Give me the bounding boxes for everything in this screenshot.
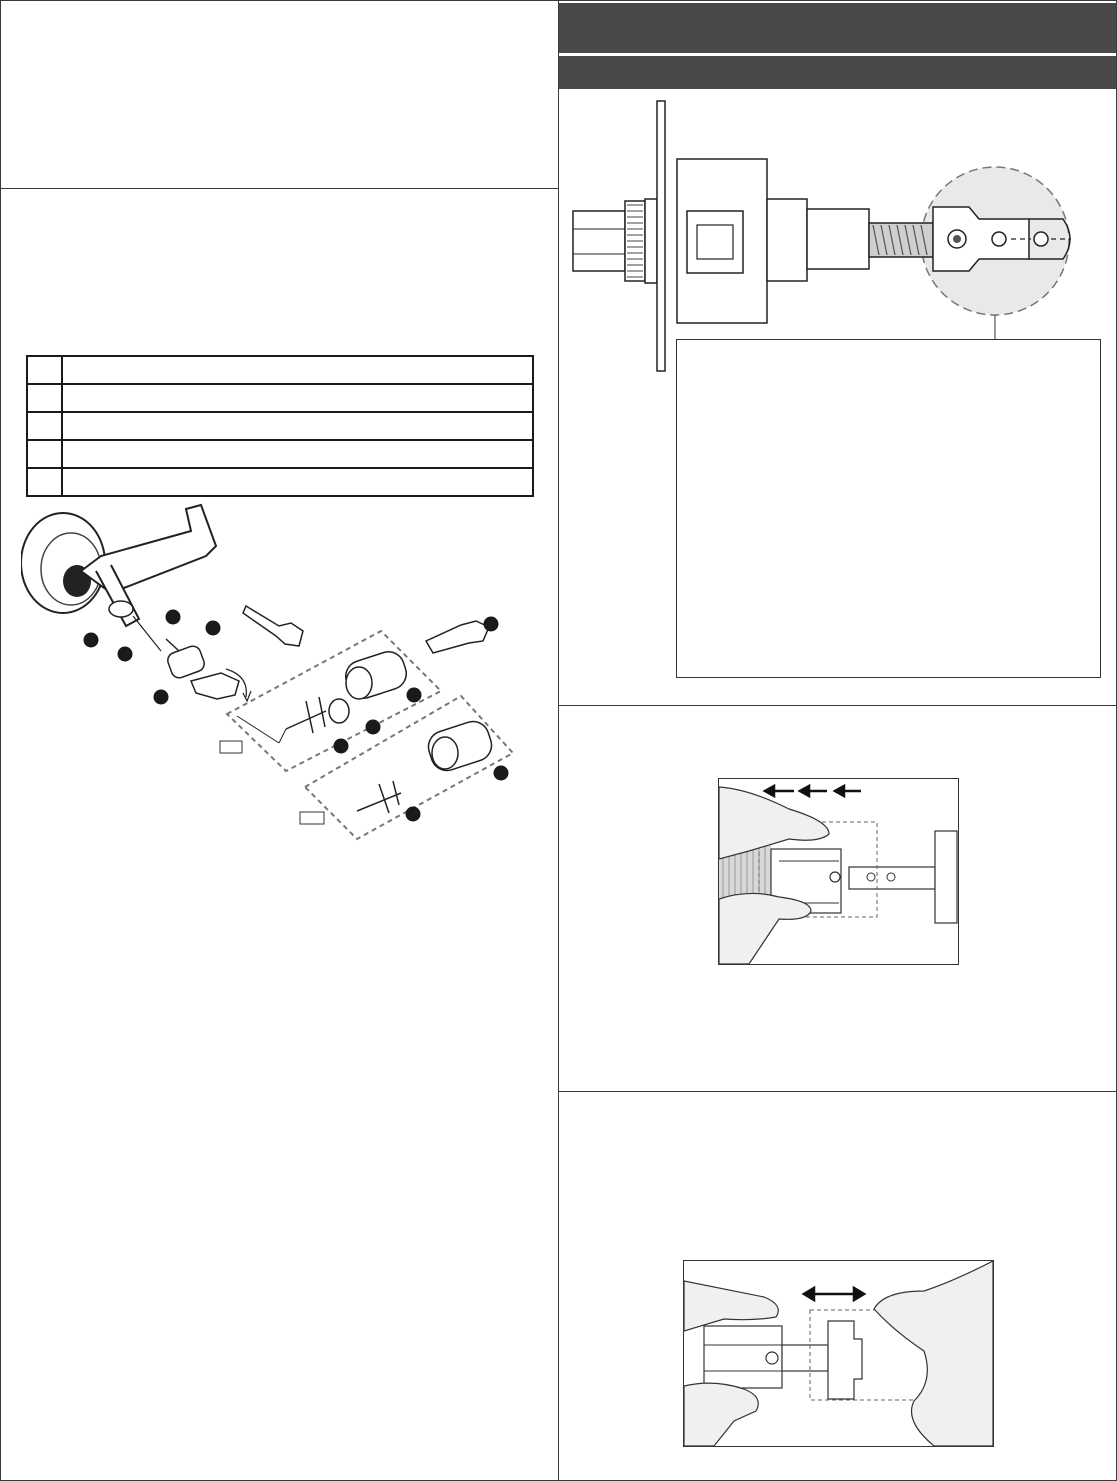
hand-right [874,1261,993,1446]
table-row [27,440,533,468]
label-box [220,741,242,753]
exploded-view-svg [21,501,526,846]
section-divider [559,1091,1116,1092]
part-description-cell [62,384,533,412]
part-number-cell [27,356,62,384]
small-cylinder [166,644,207,680]
lock-assembly-diagram [569,99,1114,379]
subtitle-bar [559,56,1116,89]
key-icon [243,606,303,646]
part-number-cell [27,468,62,496]
hands-adjust-illustration [684,1261,993,1446]
right-column [559,1,1116,1480]
step-3-caption [579,1111,1094,1231]
left-column [1,1,559,1480]
table-row [27,468,533,496]
table-row [27,384,533,412]
door-plate [657,101,665,371]
parts-table [26,355,534,497]
section-divider [1,188,558,189]
table-row [27,412,533,440]
title-bar [559,3,1116,53]
part-description-cell [62,468,533,496]
control-key [191,673,239,699]
step-2-photo [718,778,959,965]
part-number-cell [27,384,62,412]
part-description-cell [62,440,533,468]
hand-left-top [684,1281,778,1331]
step-3-photo [683,1260,994,1447]
part-description-cell [62,412,533,440]
lock-assembly-svg [569,99,1114,379]
part-number-cell [27,412,62,440]
double-arrow-icon [804,1288,864,1300]
hand-top [719,787,829,859]
part-number-cell [27,440,62,468]
arrow-left-icon [765,786,861,796]
part-description-cell [62,356,533,384]
detail-callout-box [676,339,1101,678]
hand-bottom [719,893,811,964]
label-box [300,812,324,824]
exploded-view-diagram [21,501,526,846]
step-2-caption [579,991,1094,1051]
table-row [27,356,533,384]
section-divider [559,705,1116,706]
hand-left-bottom [684,1383,758,1446]
hands-pull-illustration [719,779,958,964]
